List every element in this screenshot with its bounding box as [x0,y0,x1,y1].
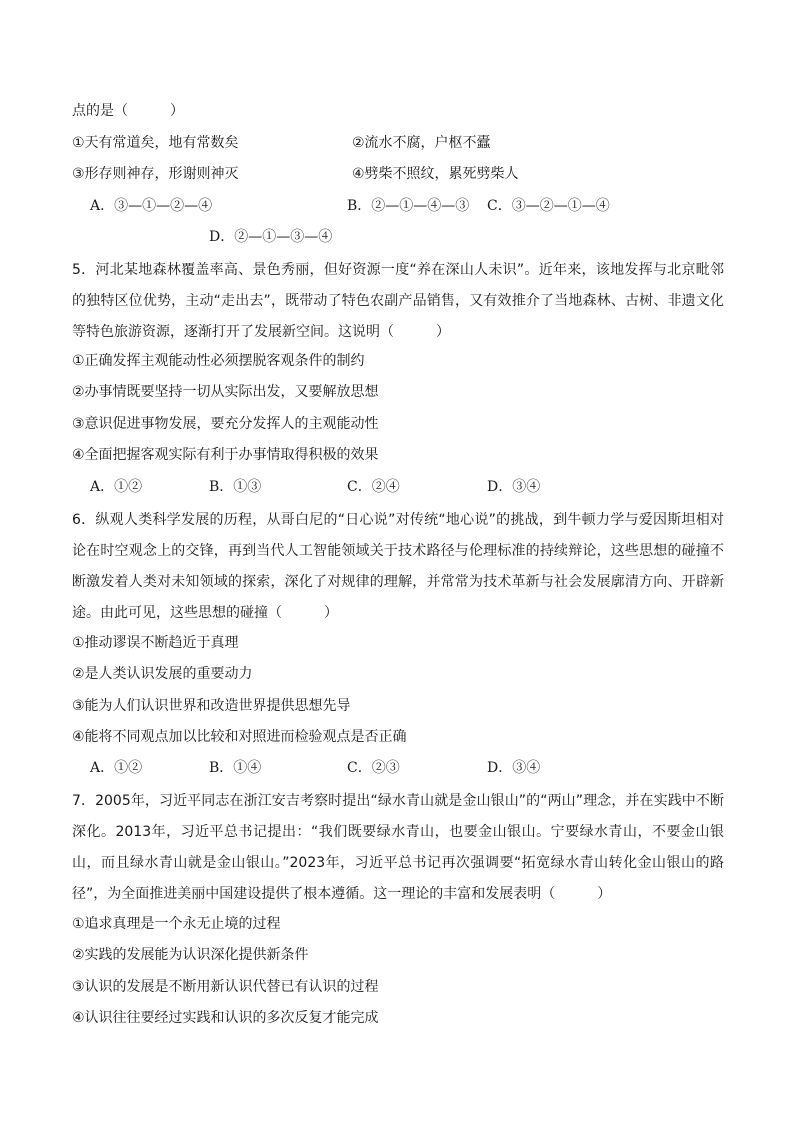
q5-option-2: ②办事情既要坚持一切从实际出发，又要解放思想 [72,384,379,400]
q5-option-1: ①正确发挥主观能动性必须摆脱客观条件的制约 [72,353,365,369]
q4-stem-end: 点的是（ ） [72,103,184,119]
q6-choice-b: B．①④ [209,760,262,776]
q6-option-4: ④能将不同观点加以比较和对照进而检验观点是否正确 [72,729,407,745]
q6-choice-d: D．③④ [487,760,541,776]
q4-choice-d: D．②—①—③—④ [209,229,333,245]
q6-option-2: ②是人类认识发展的重要动力 [72,666,253,682]
q7-option-3: ③认识的发展是不断用新认识代替已有认识的过程 [72,979,379,995]
q6-option-3: ③能为人们认识世界和改造世界提供思想先导 [72,698,351,714]
q4-option-3: ③形存则神存，形谢则神灭 [72,166,239,182]
q4-choice-b: B．②—①—④—③ [347,198,470,214]
q6-stem: 6．纵观人类科学发展的历程，从哥白尼的“日心说”对传统“地心说”的挑战，到牛顿力学与爱因斯坦相对论在时空观念上的交锋，再到当代人工智能领域关于技术路径与伦理标准的持续辩论，这些思想的碰撞不断激发着人类对未知领域的探索，深化了对规律的理解，并常常为技术革新与社会发展廓清方向、开辟新途。由此可见，这些思想的碰撞（ ） [72,512,724,621]
q6-option-1: ①推动谬误不断趋近于真理 [72,635,239,651]
q5-choice-d: D．③④ [487,479,541,495]
q5-choice-a: A．①② [90,479,143,495]
q6-choice-c: C．②③ [347,760,400,776]
q5-option-4: ④全面把握客观实际有利于办事情取得积极的效果 [72,447,379,463]
q5-choice-c: C．②④ [347,479,400,495]
q7-option-1: ①追求真理是一个永无止境的过程 [72,916,281,932]
q6-choice-a: A．①② [90,760,143,776]
q4-option-4: ④劈柴不照纹，累死劈柴人 [352,166,519,182]
q5-choice-b: B．①③ [209,479,262,495]
q5-stem: 5．河北某地森林覆盖率高、景色秀丽，但好资源一度“养在深山人未识”。近年来，该地发挥与北京毗邻的独特区位优势，主动“走出去”，既带动了特色农副产品销售，又有效推介了当地森林、古树、非遗文化等特色旅游资源，逐渐打开了发展新空间。这说明（ ） [72,262,724,340]
q4-option-1: ①天有常道矣，地有常数矣 [72,135,239,151]
q5-option-3: ③意识促进事物发展，要充分发挥人的主观能动性 [72,416,379,432]
q4-choice-c: C．③—②—①—④ [487,198,610,214]
q7-option-2: ②实践的发展能为认识深化提供新条件 [72,947,309,963]
q7-stem: 7．2005年，习近平同志在浙江安吉考察时提出“绿水青山就是金山银山”的“两山”理念，并在实践中不断深化。2013年，习近平总书记提出：“我们既要绿水青山，也要金山银山。宁要绿水青山，不要金山银山，而且绿水青山就是金山银山。”2023年，习近平总书记再次强调要“拓宽绿水青山转化金山银山的路径”，为全面推进美丽中国建设提供了根本遵循。这一理论的丰富和发展表明（ ） [72,793,724,902]
q4-choice-a: A．③—①—②—④ [90,198,213,214]
q7-option-4: ④认识往往要经过实践和认识的多次反复才能完成 [72,1010,379,1026]
q4-option-2: ②流水不腐，户枢不蠹 [352,135,491,151]
